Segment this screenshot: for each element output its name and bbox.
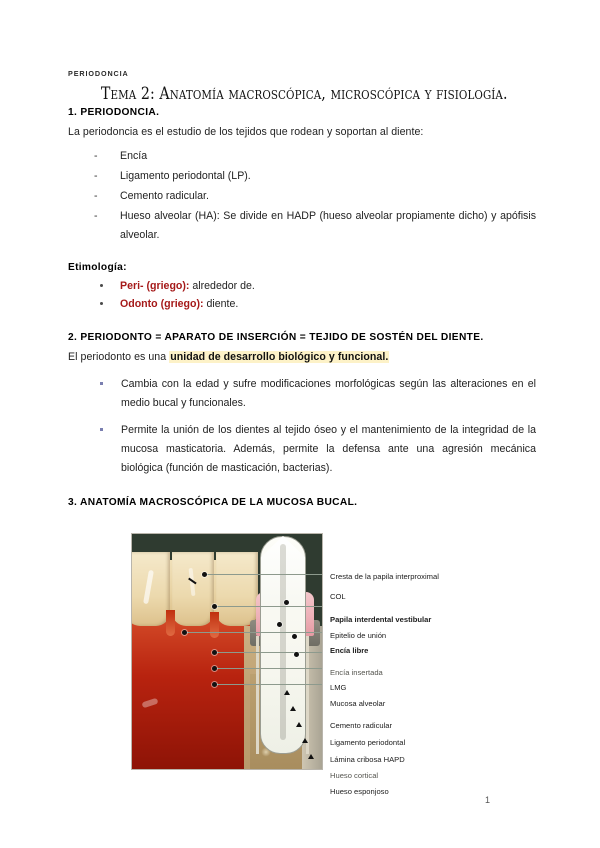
etimologia-term: Peri- (griego): [120, 279, 190, 292]
leader-line [214, 668, 323, 669]
callout-dot [277, 622, 282, 627]
callout-dot [202, 572, 207, 577]
anatomy-figure [131, 533, 323, 770]
section-2-lead [68, 350, 536, 366]
list-item: Cambia con la edad y sufre modificaciones morfológicas según las alteraciones en el medio bucal y funcionales. [98, 375, 536, 413]
figure-image [131, 533, 323, 770]
section-2-lead-prefix: El periodonto es una [68, 350, 170, 363]
list-item: Permite la unión de los dientes al tejido óseo y el mantenimiento de la integridad de la mucosa masticatoria. Además, permite la defensa ante una agresión mecánica biológica (función de masticación, bacterias). [98, 421, 536, 478]
highlighted-phrase: unidad de desarrollo biológico y funcional. [170, 350, 389, 363]
callout-marker [284, 690, 290, 695]
callout-dot [212, 604, 217, 609]
callout-dot [212, 682, 217, 687]
leader-line [204, 574, 323, 575]
leader-line [184, 632, 323, 633]
running-head: PERIODONCIA [68, 69, 129, 78]
list-item [98, 295, 536, 313]
list-item [98, 277, 536, 295]
figure-label: Encía insertada [330, 668, 383, 677]
callout-dot [212, 666, 217, 671]
figure-label: LMG [330, 683, 347, 692]
figure-label: Cemento radicular [330, 721, 393, 730]
figure-label: COL [330, 592, 346, 601]
page-number: 1 [485, 795, 491, 805]
figure-label: Encía libre [330, 646, 369, 655]
etimologia-definition: diente. [203, 297, 239, 310]
callout-dot [212, 650, 217, 655]
section-heading-1: 1. PERIODONCIA. [68, 107, 160, 118]
periodontal-ligament [256, 636, 259, 754]
section-heading-3: 3. ANATOMÍA MACROSCÓPICA DE LA MUCOSA BUCAL. [68, 497, 358, 508]
callout-dot [182, 630, 187, 635]
interdental-papilla [210, 612, 219, 638]
leader-line [214, 652, 323, 653]
figure-label: Hueso esponjoso [330, 787, 389, 796]
gingiva-photo [132, 560, 250, 770]
periodonto-list [68, 375, 536, 478]
figure-label: Mucosa alveolar [330, 699, 386, 708]
list-item: - Ligamento periodontal (LP). [94, 167, 536, 186]
body-content [68, 106, 536, 515]
leader-line [214, 606, 323, 607]
page-title: Tema 2: Anatomía macroscópica, microscópica y fisiología. [100, 84, 508, 103]
callout-marker [302, 738, 308, 743]
etimologia-list [68, 277, 536, 313]
highlight-glare [141, 698, 158, 709]
figure-label: Papila interdental vestibular [330, 615, 432, 624]
callout-marker [290, 706, 296, 711]
periodoncia-list [68, 147, 536, 245]
callout-marker [308, 754, 314, 759]
leader-line [214, 684, 323, 685]
section-1-intro: La periodoncia es el estudio de los tejidos que rodean y soportan al diente: [68, 126, 424, 138]
etimologia-heading: Etimología: [68, 261, 127, 273]
figure-label: Cresta de la papila interproximal [330, 572, 439, 581]
callout-dot [294, 652, 299, 657]
section-heading-2: 2. PERIODONTO = APARATO DE INSERCIÓN = TEJIDO DE SOSTÉN DEL DIENTE. [68, 331, 484, 343]
callout-marker [296, 722, 302, 727]
callout-dot [284, 600, 289, 605]
periodontal-ligament [306, 636, 309, 754]
etimologia-term: Odonto (griego): [120, 297, 204, 310]
list-item: - Cemento radicular. [94, 187, 536, 206]
figure-label: Ligamento periodontal [330, 738, 406, 747]
figure-label: Lámina cribosa HAPD [330, 755, 405, 764]
figure-label: Epitelio de unión [330, 631, 387, 640]
figure-label: Hueso cortical [330, 771, 379, 780]
etimologia-definition: alrededor de. [189, 279, 255, 292]
callout-dot [292, 634, 297, 639]
interdental-papilla [166, 610, 175, 636]
list-item: - Hueso alveolar (HA): Se divide en HADP (hueso alveolar propiamente dicho) y apófisis alveolar. [94, 207, 536, 245]
list-item: - Encía [94, 147, 536, 166]
